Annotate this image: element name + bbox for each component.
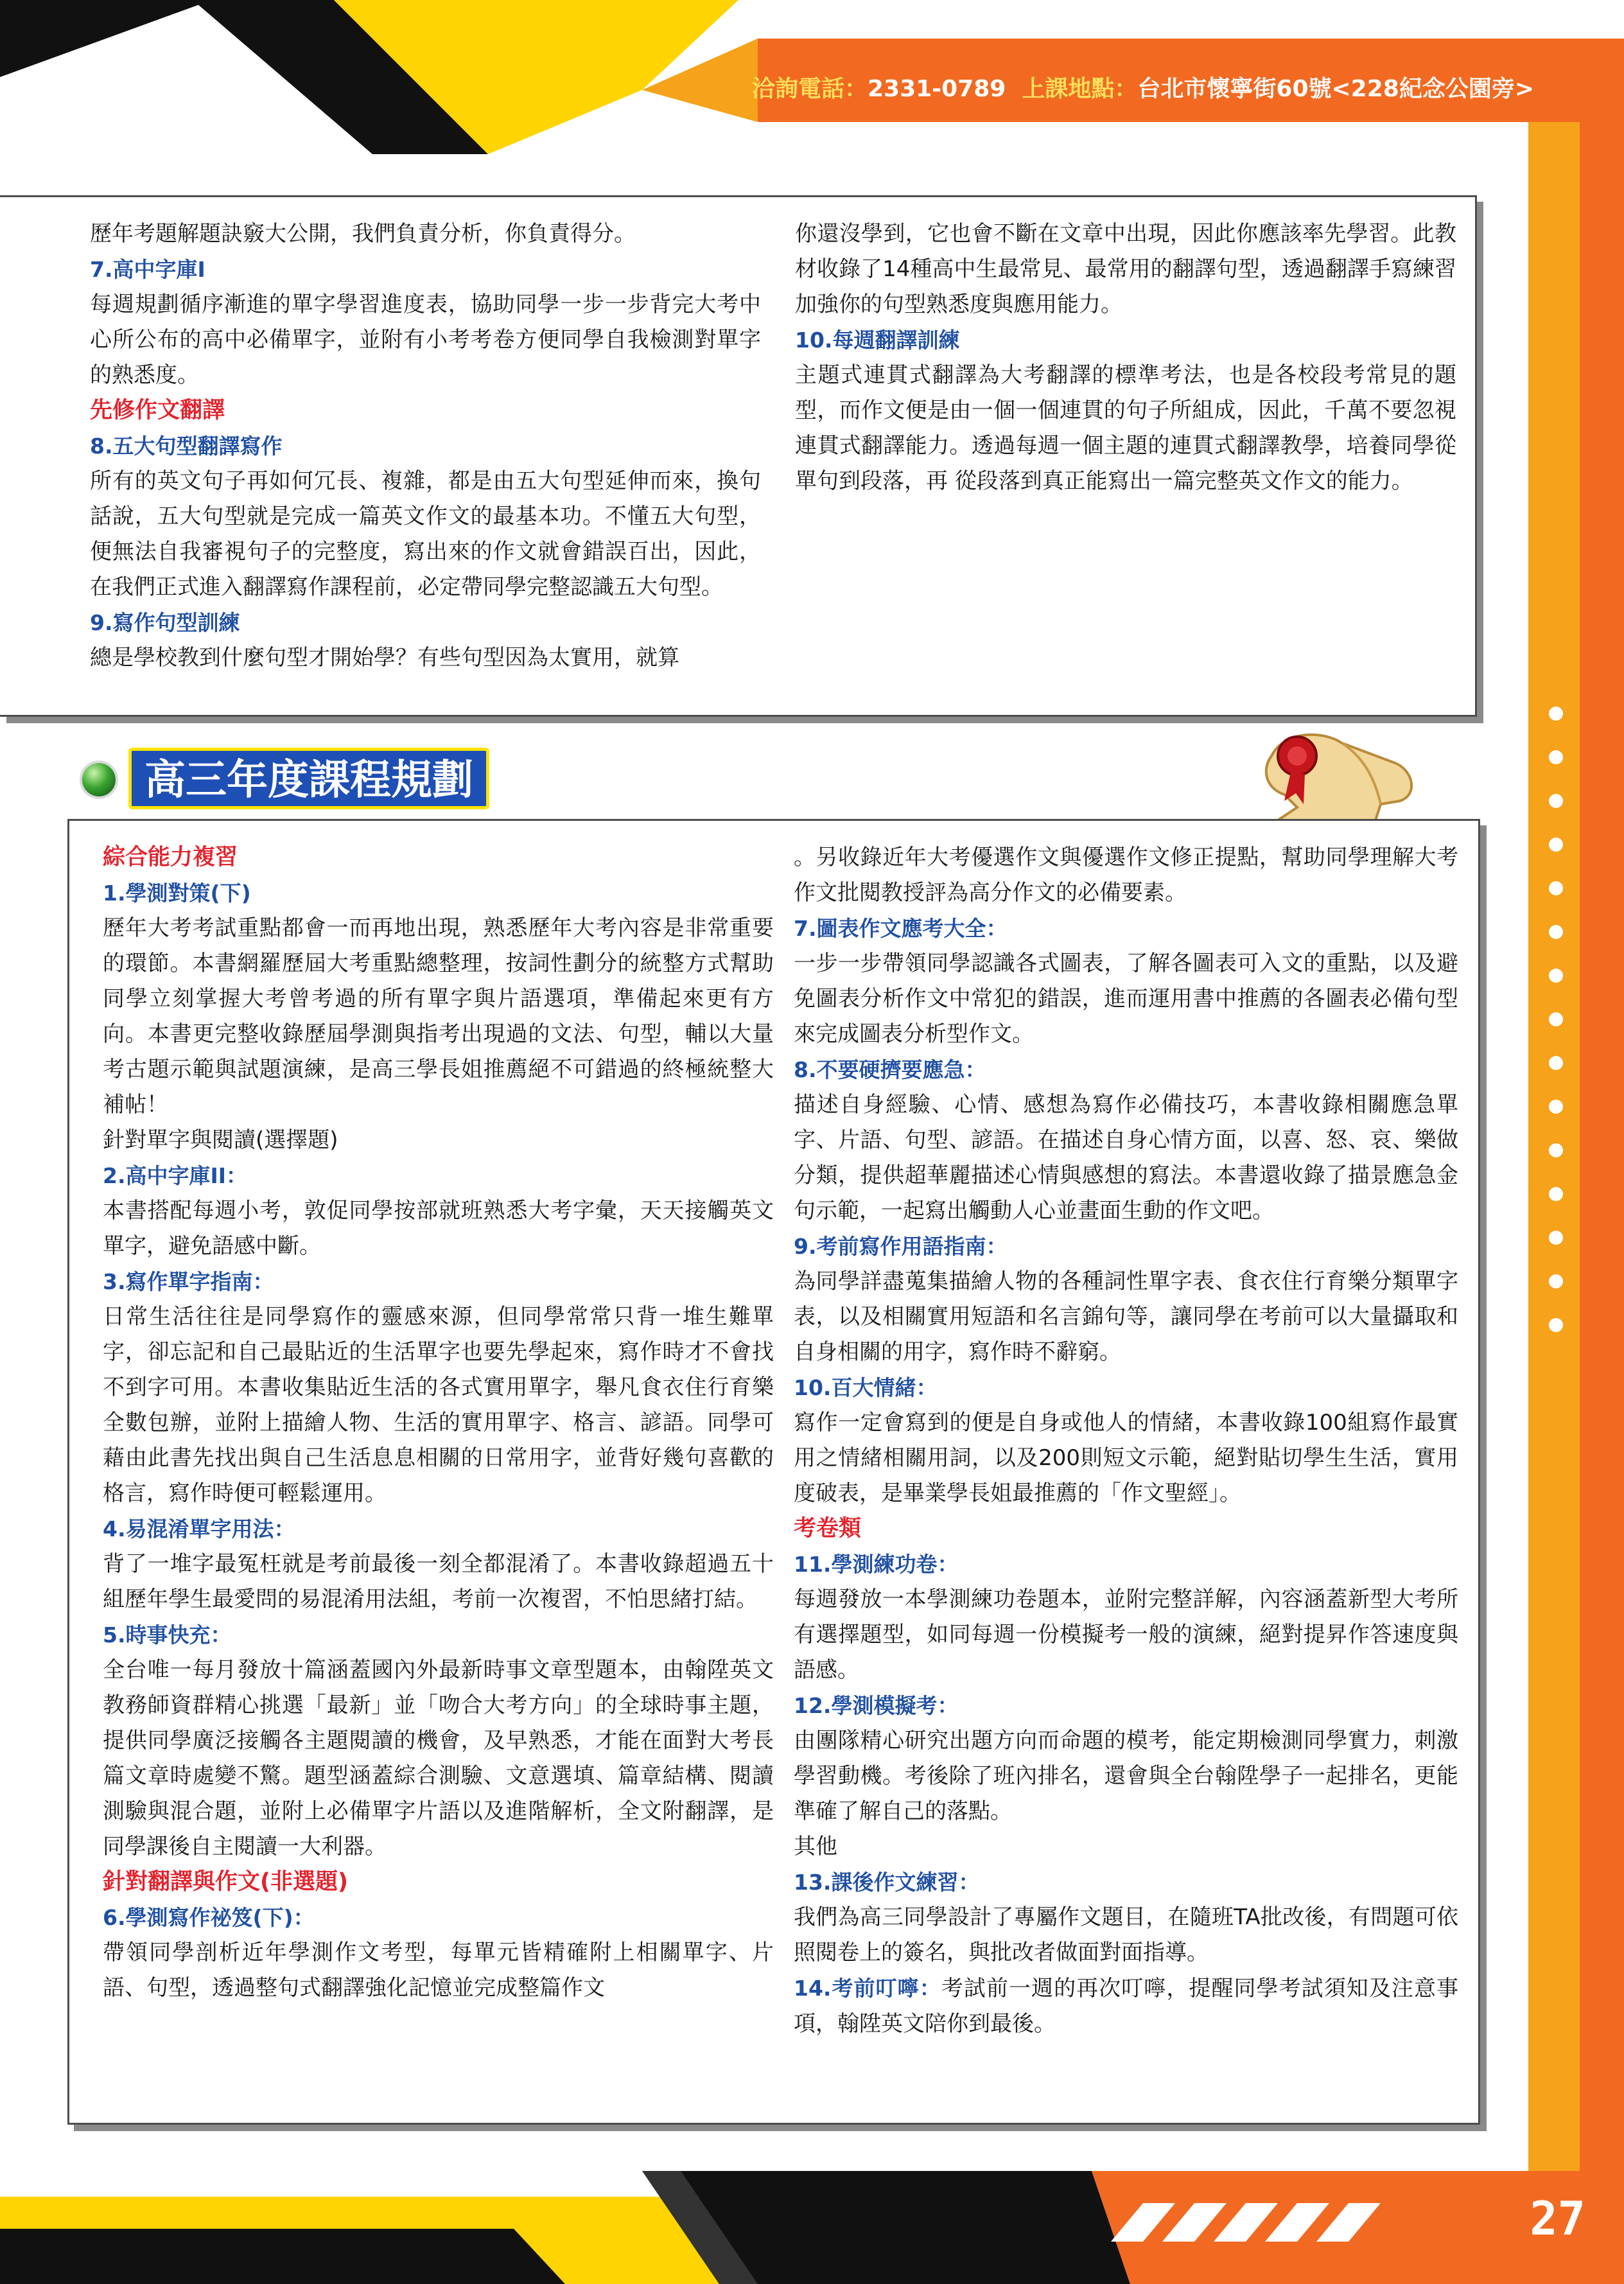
paragraph: 。另收錄近年大考優選作文與優選作文修正提點，幫助同學理解大考作文批閱教授評為高分作文的必備要素。 (794, 845, 1458, 906)
item-heading: 9.考前寫作用語指南： (794, 1234, 1008, 1259)
address-value: 台北市懷寧街60號<228紀念公園旁> (1137, 76, 1534, 102)
header-contact (752, 71, 1534, 103)
item-heading: 14.考前叮嚀： (794, 1976, 941, 2001)
bottom-left-column (103, 840, 774, 2006)
item-heading: 10.百大情緒： (794, 1375, 938, 1400)
item-heading: 5.時事快充： (103, 1622, 232, 1647)
paragraph: 我們為高三同學設計了專屬作文題目，在隨班TA批改後，有問題可依照閱卷上的簽名，與批改者做面對面指導。 (794, 1904, 1458, 1965)
item-heading: 6.學測寫作祕笈(下)： (103, 1905, 315, 1930)
item-heading: 8.不要硬擠要應急： (794, 1057, 986, 1082)
category-heading: 針對翻譯與作文(非選題) (103, 1869, 348, 1895)
paragraph (794, 1971, 1458, 2042)
address-label: 上課地點： (1022, 76, 1138, 102)
paragraph: 由團隊精心研究出題方向而命題的模考，能定期檢測同學實力，刺激學習動機。考後除了班內排名，還會與全台翰陞學子一起排名，更能準確了解自己的落點。 (794, 1728, 1458, 1824)
item-heading: 12.學測模擬考： (794, 1693, 959, 1718)
paragraph: 為同學詳盡蒐集描繪人物的各種詞性單字表、食衣住行育樂分類單字表，以及相關實用短語和名言錦句等，讓同學在考前可以大量攝取和自身相關的用字，寫作時不辭窮。 (794, 1269, 1458, 1365)
top-right-column (795, 216, 1456, 499)
item-text: 考試前一週的再次叮嚀，提醒同學考試須知及注意事項，翰陞英文陪你到最後。 (794, 1976, 1458, 2037)
item-heading: 9.寫作句型訓練 (90, 610, 240, 635)
bottom-right-column (794, 840, 1458, 2042)
paragraph: 描述自身經驗、心情、感想為寫作必備技巧，本書收錄相關應急單字、片語、句型、諺語。在描述自身心情方面，以喜、怒、哀、樂做分類，提供超華麗描述心情與感想的寫法。本書還收錄了描景應急金句示範，一起寫出觸動人心並畫面生動的作文吧。 (794, 1092, 1458, 1224)
top-content-box (0, 195, 1477, 717)
category-heading: 綜合能力複習 (103, 845, 238, 870)
paragraph: 一步一步帶領同學認識各式圖表，了解各圖表可入文的重點，以及避免圖表分析作文中常犯的錯誤，進而運用書中推薦的各圖表必備句型來完成圖表分析型作文。 (794, 951, 1458, 1047)
top-left-column (90, 216, 761, 676)
paragraph: 每週發放一本學測練功卷題本，並附完整詳解，內容涵蓋新型大考所有選擇題型，如同每週一份模擬考一般的演練，絕對提昇作答速度與語感。 (794, 1586, 1458, 1683)
paragraph: 針對單字與閱讀(選擇題) (103, 1127, 338, 1153)
paragraph: 帶領同學剖析近年學測作文考型，每單元皆精確附上相關單字、片語、句型，透過整句式翻譯強化記憶並完成整篇作文 (103, 1940, 774, 2001)
paragraph: 本書搭配每週小考，敦促同學按部就班熟悉大考字彙，天天接觸英文單字，避免語感中斷。 (103, 1198, 774, 1259)
phone-value: 2331-0789 (867, 76, 1006, 102)
paragraph: 寫作一定會寫到的便是自身或他人的情緒，本書收錄100組寫作最實用之情緒相關用詞，以及200則短文示範，絕對貼切學生生活，實用度破表，是畢業學長姐最推薦的「作文聖經」。 (794, 1410, 1458, 1506)
phone-label: 洽詢電話： (751, 76, 868, 102)
item-heading: 1.學測對策(下) (103, 881, 251, 906)
item-heading: 8.五大句型翻譯寫作 (90, 434, 283, 459)
category-heading: 考卷類 (794, 1516, 862, 1542)
paragraph: 主題式連貫式翻譯為大考翻譯的標準考法，也是各校段考常見的題型，而作文便是由一個一個連貫的句子所組成，因此，千萬不要忽視連貫式翻譯能力。透過每週一個主題的連貫式翻譯教學，培養同學從單句到段落，再 從段落到真正能寫出一篇完整英文作文的能力。 (795, 362, 1456, 494)
paragraph: 歷年考題解題訣竅大公開，我們負責分析，你負責得分。 (90, 221, 636, 247)
paragraph: 每週規劃循序漸進的單字學習進度表，協助同學一步一步背完大考中心所公布的高中必備單字，並附有小考考卷方便同學自我檢測對單字的熟悉度。 (90, 292, 761, 388)
paragraph: 你還沒學到，它也會不斷在文章中出現，因此你應該率先學習。此教材收錄了14種高中生最常見、最常用的翻譯句型，透過翻譯手寫練習加強你的句型熟悉度與應用能力。 (795, 221, 1456, 317)
item-heading: 11.學測練功卷： (794, 1552, 959, 1577)
category-heading: 先修作文翻譯 (90, 398, 225, 423)
side-dots-decoration (1549, 707, 1568, 1362)
item-heading: 10.每週翻譯訓練 (795, 328, 960, 353)
page-number: 27 (1530, 2192, 1585, 2245)
green-bullet-icon (82, 763, 116, 796)
item-heading: 7.高中字庫I (90, 257, 205, 282)
item-heading: 13.課後作文練習： (794, 1870, 980, 1895)
item-heading: 3.寫作單字指南： (103, 1269, 274, 1294)
item-heading: 7.圖表作文應考大全： (794, 916, 1008, 941)
paragraph: 全台唯一每月發放十篇涵蓋國內外最新時事文章型題本，由翰陞英文教務師資群精心挑選「最新」並「吻合大考方向」的全球時事主題，提供同學廣泛接觸各主題閱讀的機會，及早熟悉，才能在面對大考長篇文章時處變不驚。題型涵蓋綜合測驗、文意選填、篇章結構、閱讀測驗與混合題，並附上必備單字片語以及進階解析，全文附翻譯，是同學課後自主閱讀一大利器。 (103, 1657, 774, 1859)
paragraph: 日常生活往往是同學寫作的靈感來源，但同學常常只背一堆生難單字，卻忘記和自己最貼近的生活單字也要先學起來，寫作時才不會找不到字可用。本書收集貼近生活的各式實用單字，舉凡食衣住行育樂全數包辦，並附上描繪人物、生活的實用單字、格言、諺語。同學可藉由此書先找出與自己生活息息相關的日常用字，並背好幾句喜歡的格言，寫作時便可輕鬆運用。 (103, 1304, 774, 1506)
paragraph: 總是學校教到什麼句型才開始學？有些句型因為太實用，就算 (90, 645, 679, 671)
item-heading: 2.高中字庫II： (103, 1163, 248, 1188)
paragraph: 歷年大考考試重點都會一而再地出現，熟悉歷年大考內容是非常重要的環節。本書網羅歷屆大考重點總整理，按詞性劃分的統整方式幫助同學立刻掌握大考曾考過的所有單字與片語選項，準備起來更有方向。本書更完整收錄歷屆學測與指考出現過的文法、句型，輔以大量考古題示範與試題演練，是高三學長姐推薦絕不可錯過的終極統整大補帖！ (103, 915, 774, 1118)
paragraph: 背了一堆字最冤枉就是考前最後一刻全都混淆了。本書收錄超過五十組歷年學生最愛問的易混淆用法組，考前一次複習，不怕思緒打結。 (103, 1551, 774, 1612)
bottom-content-box (67, 819, 1480, 2125)
paragraph: 所有的英文句子再如何冗長、複雜，都是由五大句型延伸而來，換句話說，五大句型就是完成一篇英文作文的最基本功。不懂五大句型，便無法自我審視句子的完整度，寫出來的作文就會錯誤百出，因此，在我們正式進入翻譯寫作課程前，必定帶同學完整認識五大句型。 (90, 468, 761, 600)
item-heading: 4.易混淆單字用法： (103, 1516, 295, 1542)
paragraph: 其他 (794, 1834, 837, 1859)
section-title: 高三年度課程規劃 (128, 748, 489, 809)
